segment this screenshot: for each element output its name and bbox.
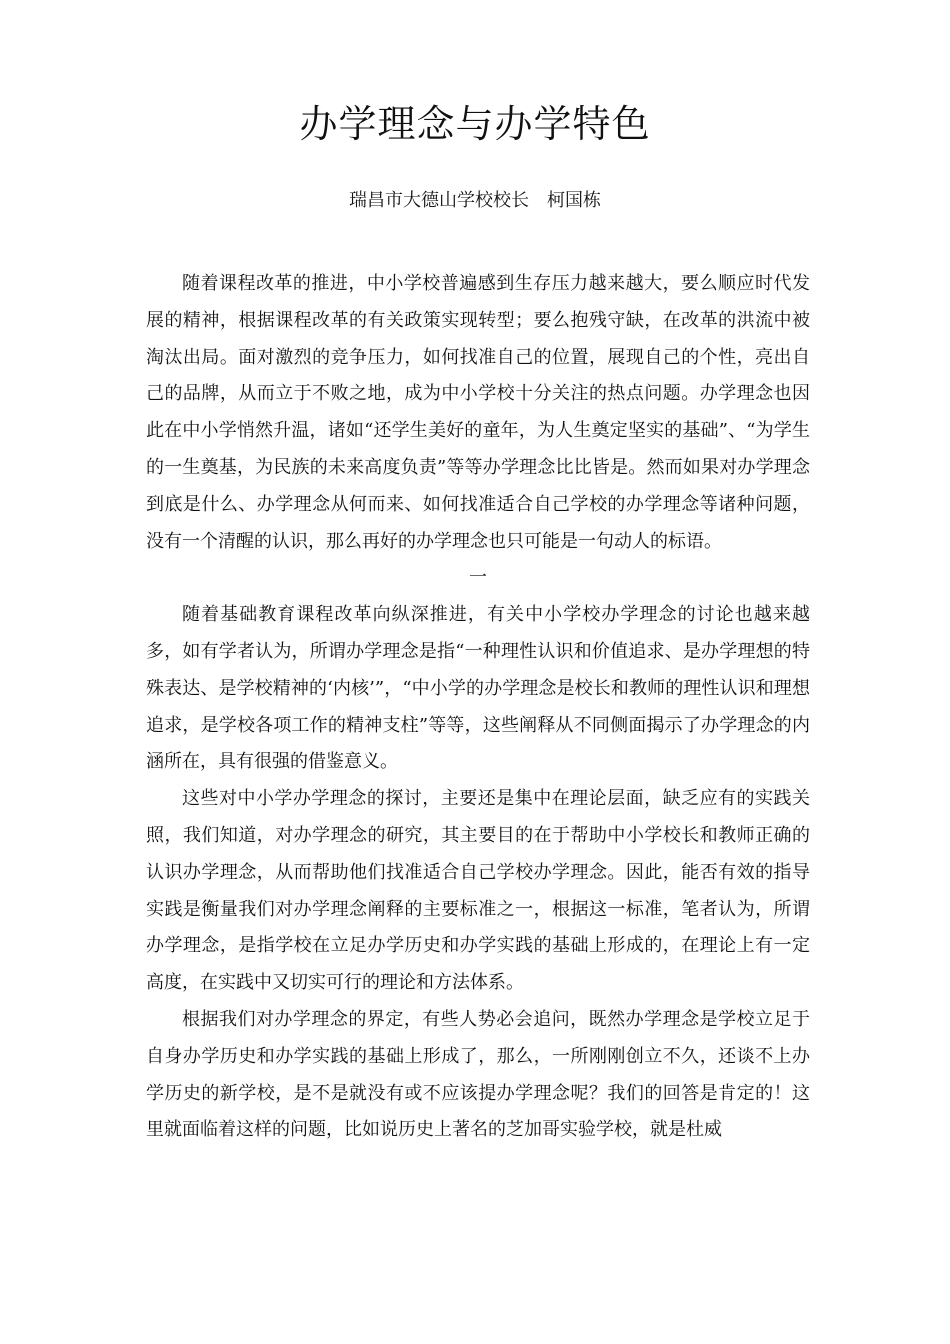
author-line: 瑞昌市大德山学校校长 柯国栋 — [349, 190, 601, 211]
section-number: 一 — [469, 567, 487, 589]
paragraph: 这些对中小学办学理念的探讨，主要还是集中在理论层面，缺乏应有的实践关照，我们知道，对办学理念的研究，其主要目的在于帮助中小学校长和教师正确的认识办学理念，从而帮助他们找准适合自己学校办学理念。因此，能否有效的指导实践是衡量我们对办学理念阐释的主要标准之一，根据这一标准，笔者认为，所谓办学理念，是指学校在立足办学历史和办学实践的基础上形成的，在理论上有一定高度，在实践中又切实可行的理论和方法体系。 — [146, 788, 810, 994]
paragraph: 随着基础教育课程改革向纵深推进，有关中小学校办学理念的讨论也越来越多，如有学者认为，所谓办学理念是指“一种理性认识和价值追求、是办学理想的特殊表达、是学校精神的‘内核’”，“中小学的办学理念是校长和教师的理性认识和理想追求，是学校各项工作的精神支柱”等等，这些阐释从不同侧面揭示了办学理念的内涵所在，具有很强的借鉴意义。 — [146, 604, 810, 773]
document-title: 办学理念与办学特色 — [299, 102, 651, 146]
document-body — [146, 266, 810, 1149]
paragraph-intro: 随着课程改革的推进，中小学校普遍感到生存压力越来越大，要么顺应时代发展的精神，根据课程改革的有关政策实现转型；要么抱残守缺，在改革的洪流中被淘汰出局。面对激烈的竞争压力，如何找准自己的位置，展现自己的个性，亮出自己的品牌，从而立于不败之地，成为中小学校十分关注的热点问题。办学理念也因此在中小学悄然升温，诸如“还学生美好的童年，为人生奠定坚实的基础”、“为学生的一生奠基，为民族的未来高度负责”等等办学理念比比皆是。然而如果对办学理念到底是什么、办学理念从何而来、如何找准适合自己学校的办学理念等诸种问题，没有一个清醒的认识，那么再好的办学理念也只可能是一句动人的标语。 — [146, 273, 810, 552]
paragraph: 根据我们对办学理念的界定，有些人势必会追问，既然办学理念是学校立足于自身办学历史和办学实践的基础上形成了，那么，一所刚刚创立不久，还谈不上办学历史的新学校，是不是就没有或不应该提办学理念呢？我们的回答是肯定的！这里就面临着这样的问题，比如说历史上著名的芝加哥实验学校，就是杜威 — [146, 1008, 810, 1141]
